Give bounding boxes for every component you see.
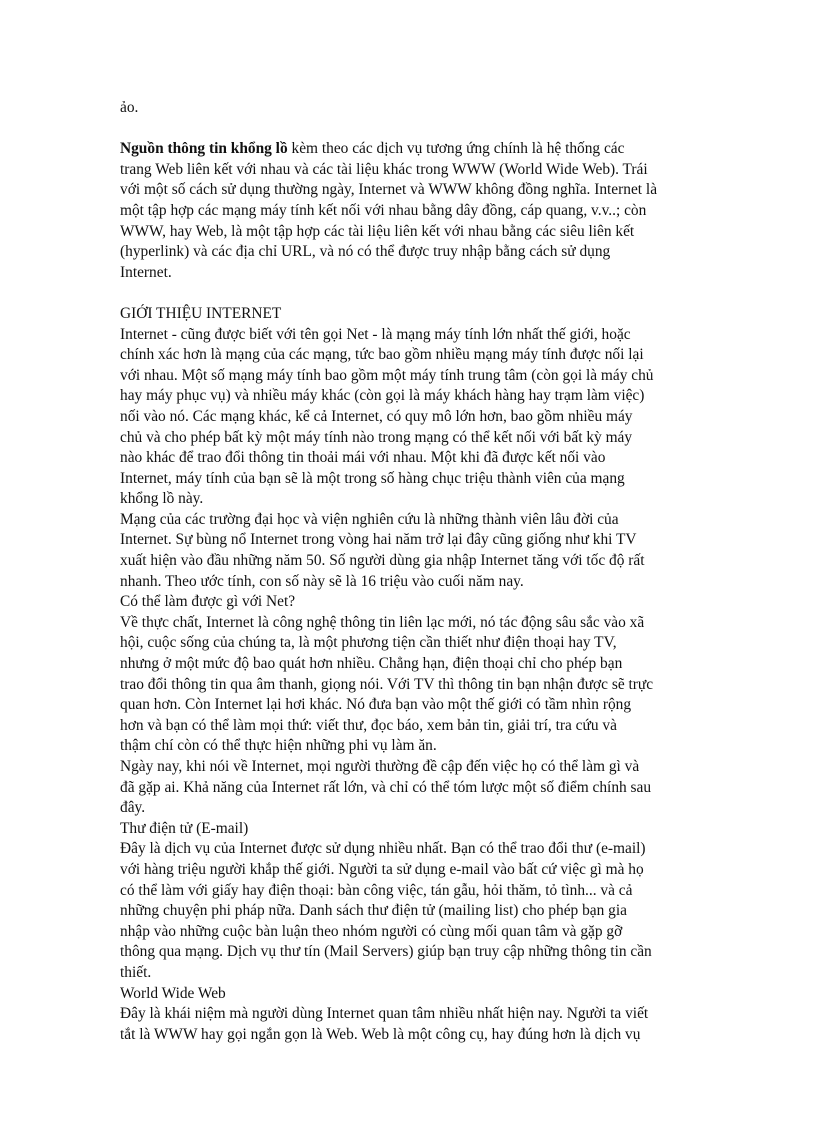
paragraph-www xyxy=(120,1004,700,1045)
paragraph-line: có thể làm với giấy hay điện thoại: bàn công việc, tán gẫu, hỏi thăm, tỏ tình... và cả xyxy=(120,881,633,899)
paragraph-line: Internet, máy tính của bạn sẽ là một trong số hàng chục triệu thành viên của mạng xyxy=(120,469,625,487)
paragraph-line: nhập vào những cuộc bàn luận theo nhóm người có cùng mối quan tâm và gặp gỡ xyxy=(120,922,623,940)
paragraph-line: đây. xyxy=(120,799,146,817)
paragraph-line: thiết. xyxy=(120,963,152,981)
section-heading-what: Có thể làm được gì với Net? xyxy=(120,593,296,611)
paragraph-line: Internet - cũng được biết với tên gọi Net - là mạng máy tính lớn nhất thế giới, hoặc xyxy=(120,325,631,343)
intro-fragment: ảo. xyxy=(120,99,139,116)
paragraph-line xyxy=(120,139,700,160)
paragraph-line: Mạng của các trường đại học và viện nghiên cứu là những thành viên lâu đời của xyxy=(120,510,619,528)
paragraph-line: hơn và bạn có thể làm mọi thứ: viết thư, đọc báo, xem bản tin, giải trí, tra cứu và xyxy=(120,716,617,734)
paragraph-line: trao đổi thông tin qua âm thanh, giọng nói. Với TV thì thông tin bạn nhận được sẽ trực xyxy=(120,675,654,693)
paragraph-line: thậm chí còn có thể thực hiện những phi vụ làm ăn. xyxy=(120,737,437,755)
paragraph-nowadays xyxy=(120,757,700,819)
paragraph-line: nào khác để trao đổi thông tin thoải mái với nhau. Một khi đã được kết nối vào xyxy=(120,449,606,467)
paragraph-line: với một số cách sử dụng thường ngày, Internet và WWW không đồng nghĩa. Internet là xyxy=(120,181,658,199)
source-paragraph xyxy=(120,139,700,283)
paragraph-internet xyxy=(120,325,700,510)
paragraph-line: với nhau. Một số mạng máy tính bao gồm một máy tính trung tâm (còn gọi là máy chủ xyxy=(120,366,654,384)
paragraph-line: Internet. Sự bùng nổ Internet trong vòng hai năm trở lại đây cũng giống như khi TV xyxy=(120,531,637,549)
section-heading-email: Thư điện tử (E-mail) xyxy=(120,819,249,837)
section-heading-intro: GIỚI THIỆU INTERNET xyxy=(120,304,282,322)
paragraph-line: một tập hợp các mạng máy tính kết nối với nhau bằng dây đồng, cáp quang, v.v..; còn xyxy=(120,201,647,219)
paragraph-line: trang Web liên kết với nhau và các tài liệu khác trong WWW (World Wide Web). Trái xyxy=(120,160,648,178)
paragraph-line: chủ và cho phép bất kỳ một máy tính nào trong mạng có thể kết nối với bất kỳ máy xyxy=(120,428,633,446)
paragraph-universities xyxy=(120,510,700,592)
paragraph-spacer xyxy=(120,119,700,140)
paragraph-line: nhanh. Theo ước tính, con số này sẽ là 16 triệu vào cuối năm nay. xyxy=(120,572,524,590)
paragraph-line: hội, cuộc sống của chúng ta, là một phương tiện cần thiết như điện thoại hay TV, xyxy=(120,634,617,652)
paragraph-line: thông qua mạng. Dịch vụ thư tín (Mail Servers) giúp bạn truy cập những thông tin cần xyxy=(120,943,652,961)
paragraph-line: Internet. xyxy=(120,263,172,281)
paragraph-line: nhưng ở một mức độ bao quát hơn nhiều. Chẳng hạn, điện thoại chỉ cho phép bạn xyxy=(120,655,623,673)
paragraph-line: (hyperlink) và các địa chỉ URL, và nó có thể được truy nhập bằng cách sử dụng xyxy=(120,243,611,261)
paragraph-line: Ngày nay, khi nói về Internet, mọi người thường đề cập đến việc họ có thể làm gì và xyxy=(120,758,640,775)
paragraph-line: hay máy phục vụ) và nhiều máy khác (còn gọi là máy khách hàng hay trạm làm việc) xyxy=(120,387,645,405)
paragraph-line: Về thực chất, Internet là công nghệ thông tin liên lạc mới, nó tác động sâu sắc vào xã xyxy=(120,613,645,631)
paragraph-line: khổng lồ này. xyxy=(120,490,204,508)
paragraph-spacer xyxy=(120,283,700,304)
paragraph-email xyxy=(120,839,700,983)
bold-lead: Nguồn thông tin khổng lồ xyxy=(120,140,288,158)
paragraph-line: đã gặp ai. Khả năng của Internet rất lớn, và chỉ có thể tóm lược một số điểm chính sau xyxy=(120,778,652,796)
paragraph-line: Đây là dịch vụ của Internet được sử dụng nhiều nhất. Bạn có thể trao đổi thư (e-mail) xyxy=(120,840,646,858)
paragraph-nature xyxy=(120,613,700,757)
paragraph-line: Đây là khái niệm mà người dùng Internet quan tâm nhiều nhất hiện nay. Người ta viết xyxy=(120,1005,649,1023)
paragraph-line: tắt là WWW hay gọi ngắn gọn là Web. Web là một công cụ, hay đúng hơn là dịch vụ xyxy=(120,1025,641,1043)
document-page xyxy=(120,98,700,1045)
paragraph-line: WWW, hay Web, là một tập hợp các tài liệu liên kết với nhau bằng các siêu liên kết xyxy=(120,222,635,240)
paragraph-line: xuất hiện vào đầu những năm 50. Số người dùng gia nhập Internet tăng với tốc độ rất xyxy=(120,552,645,570)
paragraph-line: nối vào nó. Các mạng khác, kể cả Internet, có quy mô lớn hơn, bao gồm nhiều máy xyxy=(120,407,633,425)
section-heading-www: World Wide Web xyxy=(120,984,226,1002)
paragraph-line: quan hơn. Còn Internet lại hơi khác. Nó đưa bạn vào một thế giới có tầm nhìn rộng xyxy=(120,696,632,714)
paragraph-line: những chuyện phi pháp nữa. Danh sách thư điện tử (mailing list) cho phép bạn gia xyxy=(120,902,627,920)
paragraph-line-text: kèm theo các dịch vụ tương ứng chính là hệ thống các xyxy=(287,140,625,158)
paragraph-line: chính xác hơn là mạng của các mạng, tức bao gồm nhiều mạng máy tính được nối lại xyxy=(120,346,644,364)
paragraph-line: với hàng triệu người khắp thế giới. Người ta sử dụng e-mail vào bất cứ việc gì mà họ xyxy=(120,860,644,878)
